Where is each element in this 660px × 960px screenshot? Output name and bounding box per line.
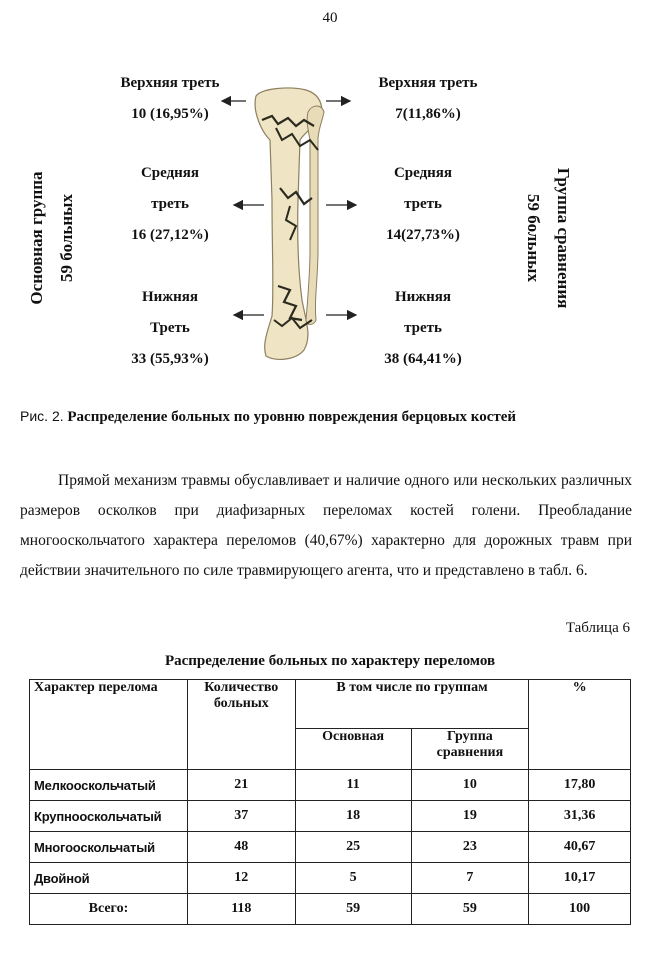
left-upper-label: Верхняя треть 10 (16,95%) [120, 75, 220, 122]
tibia-fibula-illustration [0, 0, 660, 400]
body-paragraph [20, 466, 632, 586]
right-upper-label: Верхняя треть 7(11,86%) [378, 75, 478, 122]
page-number: 40 [322, 10, 338, 26]
fracture-distribution-table [29, 679, 631, 925]
table-row: Многооскольчатый 48 25 23 40,67 [30, 832, 631, 863]
header-comparison: Группа сравнения [411, 729, 529, 770]
left-middle-label: Средняя треть 16 (27,12%) [131, 165, 209, 243]
header-type: Характер перелома [30, 680, 188, 770]
table-title: Распределение больных по характеру переломов [164, 653, 496, 669]
fibula-bone [306, 106, 324, 325]
right-middle-label: Средняя треть 14(27,73%) [386, 165, 460, 243]
right-group-count: 59 больных [524, 194, 543, 282]
table-label: Таблица 6 [565, 620, 630, 636]
table-row: Мелкооскольчатый 21 11 10 17,80 [30, 770, 631, 801]
right-lower-label: Нижняя треть 38 (64,41%) [384, 289, 462, 367]
header-main: Основная [295, 729, 411, 770]
header-percent: % [529, 680, 631, 770]
caption-number: Рис. 2. [20, 408, 64, 424]
figure-caption [20, 408, 516, 426]
header-groups: В том числе по группам [295, 680, 529, 729]
left-group-count: 59 больных [57, 194, 76, 282]
table-row: Крупнооскольчатый 37 18 19 31,36 [30, 801, 631, 832]
left-lower-label: Нижняя Треть 33 (55,93%) [131, 289, 209, 367]
caption-title: Распределение больных по уровню повреждения берцовых костей [67, 409, 517, 425]
header-count: Количество больных [187, 680, 295, 770]
right-group-name: Группа сравнения [554, 167, 573, 309]
paragraph-text: Прямой механизм травмы обуславливает и наличие одного или нескольких различных размеров осколков при диафизарных переломах костей голени. Преобладание многооскольчатого характера переломов (40,67%) характерно для дорожных травм при действии значительного по силе травмирующего агента, что и представлено в табл. 6. [20, 472, 632, 579]
left-group-name: Основная группа [27, 171, 46, 305]
table-row: Двойной 12 5 7 10,17 [30, 863, 631, 894]
table-total-row: Всего: 118 59 59 100 [30, 894, 631, 925]
